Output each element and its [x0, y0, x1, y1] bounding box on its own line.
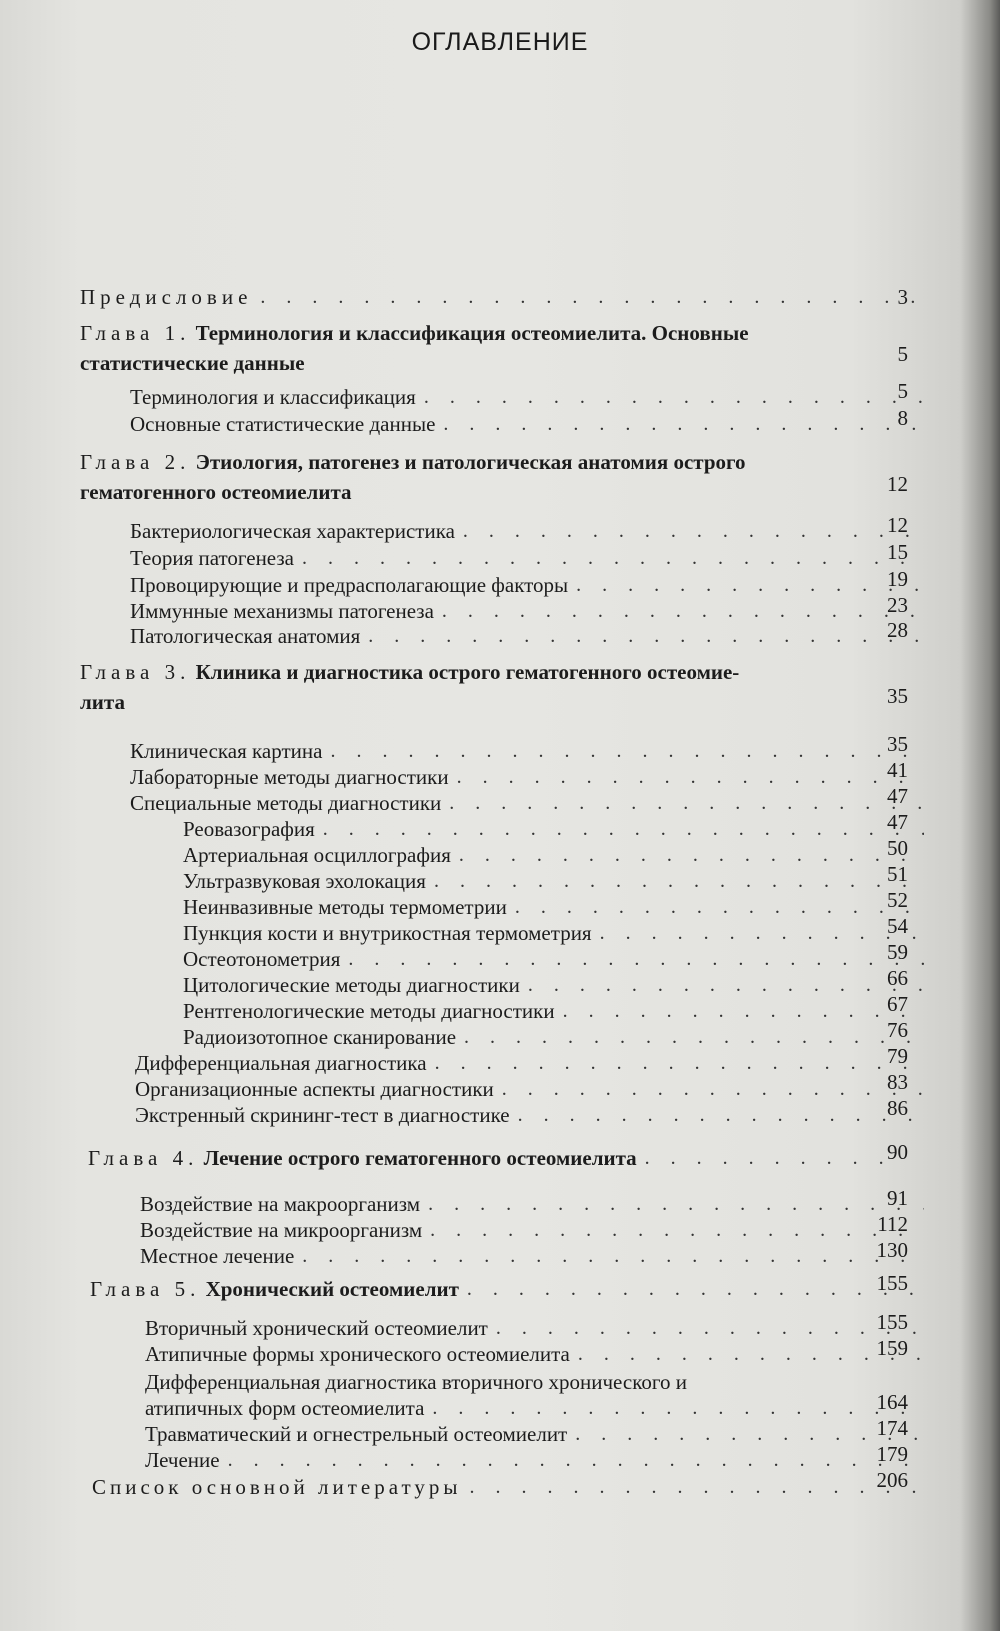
toc-entry — [130, 571, 930, 599]
toc-entry-label: Радиоизотопное сканирование — [183, 1025, 457, 1049]
toc-entry-label: Неинвазивные методы термометрии — [183, 895, 507, 919]
toc-entry-label: Травматический и огнестрельный остеомиелит — [145, 1422, 568, 1446]
toc-entry-label: Реовазография — [183, 817, 315, 841]
leader-dots — [260, 283, 934, 311]
chapter-title: Терминология и классификация остеомиелита. Основные — [195, 321, 749, 345]
toc-page-number: 67 — [887, 992, 908, 1016]
toc-page-number: 52 — [887, 888, 908, 912]
toc-entry-two-line-cont — [145, 1394, 930, 1422]
toc-page-number: 155 — [876, 1271, 908, 1295]
toc-page-number: 174 — [876, 1416, 908, 1440]
toc-entry — [130, 763, 930, 791]
toc-chapter-4 — [88, 1144, 900, 1172]
toc-entry — [135, 1101, 930, 1129]
toc-entry — [140, 1190, 930, 1218]
toc-entry — [130, 383, 930, 411]
chapter-prefix: Глава 5. — [90, 1277, 201, 1301]
toc-page-number: 206 — [876, 1468, 908, 1492]
toc-subentry — [183, 971, 930, 999]
toc-chapter-5 — [90, 1275, 930, 1303]
toc-entry — [130, 410, 930, 438]
toc-entry-label: Патологическая анатомия — [130, 624, 361, 648]
chapter-prefix: Глава 4. — [88, 1146, 199, 1170]
toc-entry-label: Дифференциальная диагностика вторичного хронического и — [145, 1370, 687, 1394]
toc-page-number: 179 — [876, 1442, 908, 1466]
toc-entry — [130, 597, 930, 625]
toc-subentry — [183, 815, 930, 843]
toc-page-number: 50 — [887, 836, 908, 860]
toc-entry-label: Иммунные механизмы патогенеза — [130, 599, 434, 623]
toc-chapter-2 — [80, 447, 870, 507]
toc-page-number: 155 — [876, 1310, 908, 1334]
chapter-prefix: Глава 3. — [80, 660, 191, 684]
toc-entry-label: Воздействие на макроорганизм — [140, 1192, 421, 1216]
toc-page-number: 5 — [897, 379, 908, 403]
chapter-title: Хронический остеомиелит — [205, 1277, 459, 1301]
toc-page-number: 164 — [876, 1390, 908, 1414]
leader-dots — [302, 544, 924, 572]
toc-subentry — [183, 919, 930, 947]
toc-entry-label-cont: атипичных форм остеомиелита — [145, 1396, 425, 1420]
toc-entry-label: Цитологические методы диагностики — [183, 973, 520, 997]
toc-entry-label: Рентгенологические методы диагностики — [183, 999, 555, 1023]
toc-entry-label: Артериальная осциллография — [183, 843, 451, 867]
toc-entry-label: Экстренный скрининг-тест в диагностике — [135, 1103, 510, 1127]
toc-entry — [130, 737, 930, 765]
toc-page-number: 23 — [887, 593, 908, 617]
page-title: ОГЛАВЛЕНИЕ — [411, 28, 589, 56]
toc-entry-two-line — [145, 1368, 895, 1396]
toc-entry — [135, 1075, 930, 1103]
toc-page-number: 41 — [887, 758, 908, 782]
toc-page-number: 112 — [877, 1212, 908, 1236]
toc-entry-label: Список основной литературы — [92, 1475, 462, 1499]
toc-entry — [130, 544, 930, 572]
toc-entry-label: Предисловие — [80, 285, 253, 309]
toc-entry — [135, 1049, 930, 1077]
chapter-title: Этиология, патогенез и патологическая анатомия острого — [195, 450, 746, 474]
toc-entry-label: Лечение — [145, 1448, 220, 1472]
toc-page-number: 159 — [876, 1336, 908, 1360]
leader-dots — [302, 1242, 924, 1270]
chapter-title-cont: гематогенного остеомиелита — [80, 480, 352, 504]
toc-entry — [145, 1446, 930, 1474]
chapter-title: Лечение острого гематогенного остеомиелита — [203, 1146, 637, 1170]
chapter-title-cont: статистические данные — [80, 351, 305, 375]
toc-entry-label: Организационные аспекты диагностики — [135, 1077, 494, 1101]
toc-page-number: 35 — [887, 732, 908, 756]
toc-entry-label: Пункция кости и внутрикостная термометрия — [183, 921, 592, 945]
toc-entry — [140, 1242, 930, 1270]
toc-page-number: 91 — [887, 1186, 908, 1210]
toc-page-number: 12 — [887, 513, 908, 537]
toc-entry-label: Клиническая картина — [130, 739, 323, 763]
chapter-title-cont: лита — [80, 690, 125, 714]
toc-entry — [145, 1340, 930, 1368]
toc-page-number: 15 — [887, 540, 908, 564]
toc-page-number: 12 — [887, 472, 908, 496]
toc-entry — [130, 517, 930, 545]
toc-chapter-1 — [80, 318, 840, 378]
toc-subentry — [183, 945, 930, 973]
toc-entry-bibliography — [92, 1473, 930, 1501]
chapter-prefix: Глава 2. — [80, 450, 191, 474]
toc-entry-label: Местное лечение — [140, 1244, 295, 1268]
toc-page-number: 83 — [887, 1070, 908, 1094]
toc-entry-label: Провоцирующие и предрасполагающие факторы — [130, 573, 569, 597]
toc-page-number: 54 — [887, 914, 908, 938]
toc-subentry — [183, 1023, 930, 1051]
toc-entry-label: Основные статистические данные — [130, 412, 436, 436]
toc-page-number: 86 — [887, 1096, 908, 1120]
leader-dots — [323, 815, 924, 843]
toc-page-number: 130 — [876, 1238, 908, 1262]
toc-page-number: 28 — [887, 618, 908, 642]
toc-entry-label: Остеотонометрия — [183, 947, 341, 971]
toc-page-number: 90 — [887, 1140, 908, 1164]
toc-page-number: 3 — [897, 285, 908, 309]
leader-dots — [330, 737, 924, 765]
toc-page-number: 5 — [897, 342, 908, 366]
toc-subentry — [183, 841, 930, 869]
toc-page-number: 59 — [887, 940, 908, 964]
toc-subentry — [183, 997, 930, 1025]
toc-page-number: 8 — [897, 406, 908, 430]
toc-entry-label: Терминология и классификация — [130, 385, 416, 409]
toc-page-number: 79 — [887, 1044, 908, 1068]
toc-entry-label: Специальные методы диагностики — [130, 791, 442, 815]
toc-entry-label: Вторичный хронический остеомиелит — [145, 1316, 488, 1340]
toc-entry-preface — [80, 283, 940, 311]
toc-entry-label: Атипичные формы хронического остеомиелита — [145, 1342, 570, 1366]
toc-entry-label: Ультразвуковая эхолокация — [183, 869, 426, 893]
leader-dots — [228, 1446, 924, 1474]
toc-page-number: 47 — [887, 784, 908, 808]
toc-page-number: 47 — [887, 810, 908, 834]
toc-chapter-3 — [80, 657, 880, 717]
toc-entry-label: Лабораторные методы диагностики — [130, 765, 449, 789]
toc-entry — [145, 1420, 930, 1448]
toc-entry-label: Дифференциальная диагностика — [135, 1051, 427, 1075]
toc-page-number: 66 — [887, 966, 908, 990]
toc-entry — [130, 622, 930, 650]
toc-page-number: 19 — [887, 567, 908, 591]
chapter-prefix: Глава 1. — [80, 321, 191, 345]
toc-entry-label: Теория патогенеза — [130, 546, 295, 570]
chapter-title: Клиника и диагностика острого гематогенного остеомие- — [195, 660, 740, 684]
toc-subentry — [183, 867, 930, 895]
toc-entry — [130, 789, 930, 817]
toc-page-number: 35 — [887, 684, 908, 708]
toc-entry — [140, 1216, 930, 1244]
toc-entry-label: Воздействие на микроорганизм — [140, 1218, 423, 1242]
toc-page-number: 76 — [887, 1018, 908, 1042]
toc-page-number: 51 — [887, 862, 908, 886]
toc-subentry — [183, 893, 930, 921]
toc-entry-label: Бактериологическая характеристика — [130, 519, 455, 543]
toc-entry — [145, 1314, 930, 1342]
